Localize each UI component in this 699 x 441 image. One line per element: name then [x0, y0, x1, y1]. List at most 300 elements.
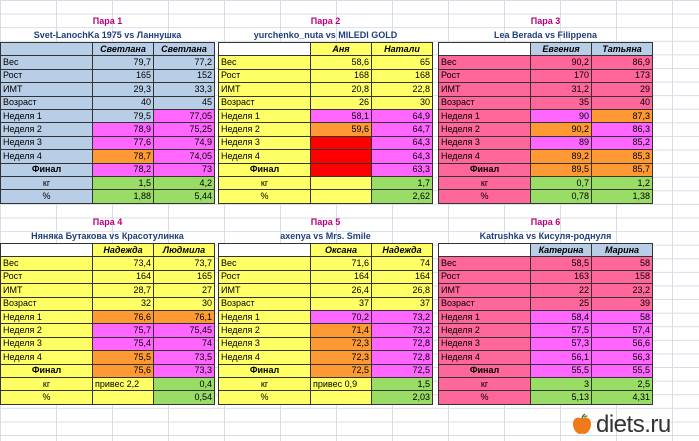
- table-cell[interactable]: Неделя 1: [439, 109, 531, 122]
- table-cell[interactable]: 2,5: [592, 377, 653, 390]
- table-cell[interactable]: [311, 176, 372, 189]
- table-row: [219, 150, 433, 163]
- table-cell[interactable]: 26: [311, 96, 372, 109]
- table-row: [1, 284, 215, 297]
- table-cell[interactable]: 26,8: [372, 284, 433, 297]
- table-cell[interactable]: 1,5: [372, 377, 433, 390]
- table-row: [439, 56, 653, 69]
- table-cell[interactable]: 77,2: [154, 56, 215, 69]
- table-cell[interactable]: 79,5: [93, 109, 154, 122]
- table-cell[interactable]: 4,31: [592, 391, 653, 404]
- table-cell[interactable]: 1,88: [93, 190, 154, 203]
- table-cell[interactable]: 30: [154, 297, 215, 310]
- table-cell[interactable]: Финал: [439, 364, 531, 377]
- table-cell[interactable]: 37: [311, 297, 372, 310]
- table-cell[interactable]: Возраст: [439, 96, 531, 109]
- table-cell[interactable]: ИМТ: [219, 83, 311, 96]
- table-cell[interactable]: 22,8: [372, 83, 433, 96]
- pair-3-panel: [438, 14, 653, 204]
- table-cell[interactable]: 86,3: [592, 123, 653, 136]
- table-cell[interactable]: 20,8: [311, 83, 372, 96]
- table-row: [1, 351, 215, 364]
- pair-subtitle: Lea Berada vs Filippena: [493, 30, 598, 40]
- table-cell[interactable]: 164: [93, 270, 154, 283]
- table-cell[interactable]: 165: [154, 270, 215, 283]
- table-cell[interactable]: ИМТ: [1, 83, 93, 96]
- table-row: [439, 364, 653, 377]
- table-cell[interactable]: [311, 136, 372, 149]
- table-cell[interactable]: 73,5: [154, 351, 215, 364]
- table-cell[interactable]: 72,8: [372, 351, 433, 364]
- table-row: [439, 297, 653, 310]
- table-cell[interactable]: %: [1, 391, 93, 404]
- contestant-2-name[interactable]: Светлана: [154, 43, 215, 56]
- table-cell[interactable]: [219, 43, 311, 56]
- table-cell[interactable]: Возраст: [1, 96, 93, 109]
- table-cell[interactable]: Неделя 2: [1, 324, 93, 337]
- table-cell[interactable]: 89: [531, 136, 592, 149]
- table-cell[interactable]: %: [219, 391, 311, 404]
- table-cell[interactable]: 64,3: [372, 136, 433, 149]
- table-cell[interactable]: 72,3: [311, 351, 372, 364]
- table-row: [439, 123, 653, 136]
- table-cell[interactable]: 2,62: [372, 190, 433, 203]
- table-cell[interactable]: Рост: [439, 69, 531, 82]
- table-cell[interactable]: кг: [1, 176, 93, 189]
- table-row: [439, 43, 653, 56]
- table-row: [439, 163, 653, 176]
- table-cell[interactable]: Возраст: [1, 297, 93, 310]
- table-cell[interactable]: 58: [592, 257, 653, 270]
- table-cell[interactable]: 57,5: [531, 324, 592, 337]
- table-row: [219, 284, 433, 297]
- table-cell[interactable]: 90,2: [531, 123, 592, 136]
- table-cell[interactable]: 72,5: [372, 364, 433, 377]
- table-cell[interactable]: 170: [531, 69, 592, 82]
- pair-title: Пара 2: [310, 16, 341, 26]
- table-row: [1, 297, 215, 310]
- table-cell[interactable]: 73,2: [372, 324, 433, 337]
- table-row: [1, 123, 215, 136]
- table-row: [219, 270, 433, 283]
- pair-4-panel: [0, 215, 215, 405]
- table-cell[interactable]: 158: [592, 270, 653, 283]
- table-cell[interactable]: 75,4: [93, 337, 154, 350]
- table-cell[interactable]: Неделя 4: [1, 351, 93, 364]
- table-cell[interactable]: [311, 150, 372, 163]
- pair-title: Пара 4: [92, 217, 123, 227]
- table-cell[interactable]: Неделя 4: [219, 351, 311, 364]
- table-cell[interactable]: Неделя 2: [219, 123, 311, 136]
- table-cell[interactable]: 152: [154, 69, 215, 82]
- table-cell[interactable]: Вес: [219, 56, 311, 69]
- table-cell[interactable]: Неделя 3: [439, 136, 531, 149]
- table-row: [439, 244, 653, 257]
- table-cell[interactable]: %: [219, 190, 311, 203]
- table-row: [1, 163, 215, 176]
- table-cell[interactable]: 72,8: [372, 337, 433, 350]
- table-row: [219, 83, 433, 96]
- table-cell[interactable]: 0,78: [531, 190, 592, 203]
- table-cell[interactable]: 76,6: [93, 310, 154, 323]
- table-cell[interactable]: %: [439, 391, 531, 404]
- table-cell[interactable]: 58,6: [311, 56, 372, 69]
- table-cell[interactable]: [311, 163, 372, 176]
- table-cell[interactable]: 75,7: [93, 324, 154, 337]
- table-cell[interactable]: 75,25: [154, 123, 215, 136]
- table-cell[interactable]: 75,45: [154, 324, 215, 337]
- table-row: [439, 351, 653, 364]
- table-cell[interactable]: 72,3: [311, 337, 372, 350]
- table-cell[interactable]: Финал: [1, 163, 93, 176]
- table-cell[interactable]: Неделя 3: [439, 337, 531, 350]
- table-cell[interactable]: Рост: [219, 69, 311, 82]
- table-cell[interactable]: 85,3: [592, 150, 653, 163]
- pair-title: Пара 5: [310, 217, 341, 227]
- table-cell[interactable]: 164: [372, 270, 433, 283]
- table-row: [1, 270, 215, 283]
- table-cell[interactable]: кг: [1, 377, 93, 390]
- table-cell[interactable]: 57,4: [592, 324, 653, 337]
- table-cell[interactable]: 70,2: [311, 310, 372, 323]
- table-cell[interactable]: 73: [154, 163, 215, 176]
- table-cell[interactable]: 86,9: [592, 56, 653, 69]
- contestant-2-name[interactable]: Натали: [372, 43, 433, 56]
- table-cell[interactable]: 26,4: [311, 284, 372, 297]
- table-cell[interactable]: 89,2: [531, 150, 592, 163]
- table-cell[interactable]: Рост: [219, 270, 311, 283]
- table-cell[interactable]: 56,6: [592, 337, 653, 350]
- table-cell[interactable]: 90: [531, 109, 592, 122]
- table-cell[interactable]: 1,5: [93, 176, 154, 189]
- table-cell[interactable]: 77,05: [154, 109, 215, 122]
- table-cell[interactable]: Финал: [439, 163, 531, 176]
- table-cell[interactable]: 1,2: [592, 176, 653, 189]
- table-row: [1, 190, 215, 203]
- pair-table: [218, 42, 433, 204]
- table-cell[interactable]: 76,1: [154, 310, 215, 323]
- table-cell[interactable]: 57,3: [531, 337, 592, 350]
- table-cell[interactable]: 35: [531, 96, 592, 109]
- table-cell[interactable]: Неделя 3: [1, 337, 93, 350]
- table-row: [219, 190, 433, 203]
- table-cell[interactable]: привес 0,9: [311, 377, 372, 390]
- table-cell[interactable]: 73,3: [154, 364, 215, 377]
- table-cell[interactable]: 59,6: [311, 123, 372, 136]
- apple-icon: [570, 412, 594, 436]
- table-cell[interactable]: 85,7: [592, 163, 653, 176]
- table-row: [219, 244, 433, 257]
- table-cell[interactable]: 65: [372, 56, 433, 69]
- contestant-2-name[interactable]: Людмила: [154, 244, 215, 257]
- table-cell[interactable]: Неделя 1: [439, 310, 531, 323]
- pair-1-panel: [0, 14, 215, 204]
- logo-text: diets.ru: [596, 411, 671, 438]
- table-cell[interactable]: Неделя 3: [1, 136, 93, 149]
- table-cell[interactable]: 87,3: [592, 109, 653, 122]
- table-cell[interactable]: Неделя 3: [219, 136, 311, 149]
- table-cell[interactable]: Возраст: [219, 96, 311, 109]
- table-cell[interactable]: %: [1, 190, 93, 203]
- table-cell[interactable]: 78,7: [93, 150, 154, 163]
- contestant-2-name[interactable]: Надежда: [372, 244, 433, 257]
- pair-title: Пара 1: [92, 16, 123, 26]
- table-cell[interactable]: 75,5: [93, 351, 154, 364]
- table-cell[interactable]: 31,2: [531, 83, 592, 96]
- pair-6-panel: [438, 215, 653, 405]
- table-cell[interactable]: Неделя 2: [1, 123, 93, 136]
- table-cell[interactable]: кг: [439, 176, 531, 189]
- table-cell[interactable]: 58,1: [311, 109, 372, 122]
- table-cell[interactable]: 0,54: [154, 391, 215, 404]
- table-cell[interactable]: 85,2: [592, 136, 653, 149]
- table-cell[interactable]: 74: [372, 257, 433, 270]
- table-cell[interactable]: кг: [219, 377, 311, 390]
- table-cell[interactable]: [1, 43, 93, 56]
- table-row: [219, 257, 433, 270]
- table-cell[interactable]: 5,44: [154, 190, 215, 203]
- table-cell[interactable]: 55,5: [592, 364, 653, 377]
- table-cell[interactable]: 73,7: [154, 257, 215, 270]
- table-cell[interactable]: 29,3: [93, 83, 154, 96]
- table-cell[interactable]: Неделя 2: [219, 324, 311, 337]
- contestant-1-name[interactable]: Аня: [311, 43, 372, 56]
- table-cell[interactable]: 73,2: [372, 310, 433, 323]
- contestant-1-name[interactable]: Надежда: [93, 244, 154, 257]
- pair-2-panel: [218, 14, 433, 204]
- table-row: [439, 391, 653, 404]
- table-cell[interactable]: Неделя 4: [1, 150, 93, 163]
- table-cell[interactable]: 33,3: [154, 83, 215, 96]
- contestant-2-name[interactable]: Марина: [592, 244, 653, 257]
- contestant-2-name[interactable]: Татьяна: [592, 43, 653, 56]
- table-cell[interactable]: 64,7: [372, 123, 433, 136]
- table-row: [1, 43, 215, 56]
- table-row: [219, 176, 433, 189]
- table-row: [1, 96, 215, 109]
- table-cell[interactable]: 56,3: [592, 351, 653, 364]
- table-cell[interactable]: 74,9: [154, 136, 215, 149]
- table-row: [439, 190, 653, 203]
- table-cell[interactable]: 56,1: [531, 351, 592, 364]
- table-row: [439, 96, 653, 109]
- table-row: [439, 377, 653, 390]
- table-cell[interactable]: Финал: [219, 163, 311, 176]
- table-cell[interactable]: ИМТ: [439, 284, 531, 297]
- table-cell[interactable]: 5,13: [531, 391, 592, 404]
- table-cell[interactable]: 64,3: [372, 150, 433, 163]
- contestant-1-name[interactable]: Евгения: [531, 43, 592, 56]
- table-cell[interactable]: Неделя 4: [219, 150, 311, 163]
- table-cell[interactable]: Вес: [219, 257, 311, 270]
- table-row: [1, 176, 215, 189]
- table-row: [439, 69, 653, 82]
- table-row: [1, 136, 215, 149]
- table-cell[interactable]: ИМТ: [439, 83, 531, 96]
- pair-title: Пара 6: [530, 217, 561, 227]
- table-cell[interactable]: 163: [531, 270, 592, 283]
- table-cell[interactable]: 164: [311, 270, 372, 283]
- pair-table: [438, 243, 653, 405]
- table-cell[interactable]: 25: [531, 297, 592, 310]
- table-cell[interactable]: 0,4: [154, 377, 215, 390]
- table-row: [219, 109, 433, 122]
- table-cell[interactable]: [439, 43, 531, 56]
- table-row: [219, 96, 433, 109]
- table-cell[interactable]: [1, 244, 93, 257]
- table-cell[interactable]: %: [439, 190, 531, 203]
- table-cell[interactable]: ИМТ: [1, 284, 93, 297]
- table-row: [1, 109, 215, 122]
- contestant-1-name[interactable]: Светлана: [93, 43, 154, 56]
- table-cell[interactable]: 71,4: [311, 324, 372, 337]
- table-row: [219, 310, 433, 323]
- table-cell[interactable]: [93, 391, 154, 404]
- pair-table: [438, 42, 653, 204]
- table-row: [439, 109, 653, 122]
- table-cell[interactable]: Рост: [1, 69, 93, 82]
- table-cell[interactable]: 30: [372, 96, 433, 109]
- table-cell[interactable]: 58,5: [531, 257, 592, 270]
- table-row: [219, 391, 433, 404]
- table-cell[interactable]: 1,7: [372, 176, 433, 189]
- table-row: [1, 310, 215, 323]
- table-cell[interactable]: 90,2: [531, 56, 592, 69]
- table-cell[interactable]: [439, 244, 531, 257]
- table-cell[interactable]: 40: [592, 96, 653, 109]
- table-row: [219, 337, 433, 350]
- table-cell[interactable]: кг: [219, 176, 311, 189]
- table-cell[interactable]: 173: [592, 69, 653, 82]
- table-cell[interactable]: 79,7: [93, 56, 154, 69]
- table-cell[interactable]: Неделя 2: [439, 324, 531, 337]
- table-row: [1, 257, 215, 270]
- table-cell[interactable]: привес 2,2: [93, 377, 154, 390]
- table-cell[interactable]: 27: [154, 284, 215, 297]
- table-cell[interactable]: 168: [372, 69, 433, 82]
- table-cell[interactable]: 78,2: [93, 163, 154, 176]
- table-row: [439, 176, 653, 189]
- pair-subtitle: Katrushka vs Кисуля-роднуля: [479, 231, 612, 241]
- table-cell[interactable]: Вес: [439, 257, 531, 270]
- table-cell[interactable]: кг: [439, 377, 531, 390]
- table-cell[interactable]: [219, 244, 311, 257]
- table-cell[interactable]: [311, 190, 372, 203]
- table-cell[interactable]: Рост: [439, 270, 531, 283]
- table-cell[interactable]: 22: [531, 284, 592, 297]
- table-cell[interactable]: Неделя 2: [439, 123, 531, 136]
- table-cell[interactable]: 63,3: [372, 163, 433, 176]
- table-row: [219, 69, 433, 82]
- table-cell[interactable]: 2,03: [372, 391, 433, 404]
- table-row: [219, 56, 433, 69]
- table-cell[interactable]: 165: [93, 69, 154, 82]
- table-cell[interactable]: 74,05: [154, 150, 215, 163]
- table-cell[interactable]: 74: [154, 337, 215, 350]
- table-cell[interactable]: Возраст: [439, 297, 531, 310]
- table-row: [1, 377, 215, 390]
- table-row: [219, 163, 433, 176]
- table-cell[interactable]: Вес: [1, 257, 93, 270]
- table-row: [219, 136, 433, 149]
- table-cell[interactable]: 23,2: [592, 284, 653, 297]
- table-cell[interactable]: Вес: [439, 56, 531, 69]
- pair-subtitle: yurchenko_nuta vs MILEDI GOLD: [253, 30, 398, 40]
- table-cell[interactable]: 71,6: [311, 257, 372, 270]
- table-cell[interactable]: [311, 391, 372, 404]
- table-cell[interactable]: 58,4: [531, 310, 592, 323]
- table-cell[interactable]: 28,7: [93, 284, 154, 297]
- pair-table: [218, 243, 433, 405]
- table-cell[interactable]: 32: [93, 297, 154, 310]
- pair-title: Пара 3: [530, 16, 561, 26]
- table-row: [219, 324, 433, 337]
- table-cell[interactable]: 64,9: [372, 109, 433, 122]
- table-cell[interactable]: Неделя 1: [219, 109, 311, 122]
- table-cell[interactable]: Неделя 3: [219, 337, 311, 350]
- table-row: [219, 377, 433, 390]
- table-cell[interactable]: 3: [531, 377, 592, 390]
- table-row: [439, 270, 653, 283]
- table-cell[interactable]: 89,5: [531, 163, 592, 176]
- contestant-1-name[interactable]: Оксана: [311, 244, 372, 257]
- contestant-1-name[interactable]: Катерина: [531, 244, 592, 257]
- table-cell[interactable]: 72,5: [311, 364, 372, 377]
- table-cell[interactable]: Неделя 1: [1, 310, 93, 323]
- table-cell[interactable]: 0,7: [531, 176, 592, 189]
- table-cell[interactable]: 29: [592, 83, 653, 96]
- table-cell[interactable]: 39: [592, 297, 653, 310]
- pair-table: [0, 42, 215, 204]
- table-row: [1, 391, 215, 404]
- table-row: [1, 364, 215, 377]
- table-row: [1, 337, 215, 350]
- table-cell[interactable]: ИМТ: [219, 284, 311, 297]
- table-row: [1, 69, 215, 82]
- table-row: [219, 351, 433, 364]
- table-row: [1, 150, 215, 163]
- table-cell[interactable]: 55,5: [531, 364, 592, 377]
- table-row: [439, 337, 653, 350]
- table-cell[interactable]: Возраст: [219, 297, 311, 310]
- table-cell[interactable]: Финал: [1, 364, 93, 377]
- table-cell[interactable]: 75,6: [93, 364, 154, 377]
- table-cell[interactable]: Неделя 1: [219, 310, 311, 323]
- table-row: [439, 136, 653, 149]
- table-cell[interactable]: 40: [93, 96, 154, 109]
- pair-subtitle: axenya vs Mrs. Smile: [280, 231, 371, 241]
- table-cell[interactable]: 1,38: [592, 190, 653, 203]
- table-cell[interactable]: Рост: [1, 270, 93, 283]
- table-cell[interactable]: 4,2: [154, 176, 215, 189]
- pair-5-panel: [218, 215, 433, 405]
- table-cell[interactable]: 37: [372, 297, 433, 310]
- pair-subtitle: Svet-LanochKa 1975 vs Ланнушка: [33, 30, 182, 40]
- diets-logo[interactable]: [566, 408, 699, 441]
- table-cell[interactable]: Финал: [219, 364, 311, 377]
- table-cell[interactable]: 73,4: [93, 257, 154, 270]
- table-cell[interactable]: 58: [592, 310, 653, 323]
- table-cell[interactable]: 78,9: [93, 123, 154, 136]
- table-row: [1, 83, 215, 96]
- table-cell[interactable]: 77,6: [93, 136, 154, 149]
- table-cell[interactable]: 45: [154, 96, 215, 109]
- table-cell[interactable]: Неделя 4: [439, 150, 531, 163]
- table-cell[interactable]: Неделя 1: [1, 109, 93, 122]
- table-cell[interactable]: Вес: [1, 56, 93, 69]
- table-cell[interactable]: Неделя 4: [439, 351, 531, 364]
- table-cell[interactable]: 168: [311, 69, 372, 82]
